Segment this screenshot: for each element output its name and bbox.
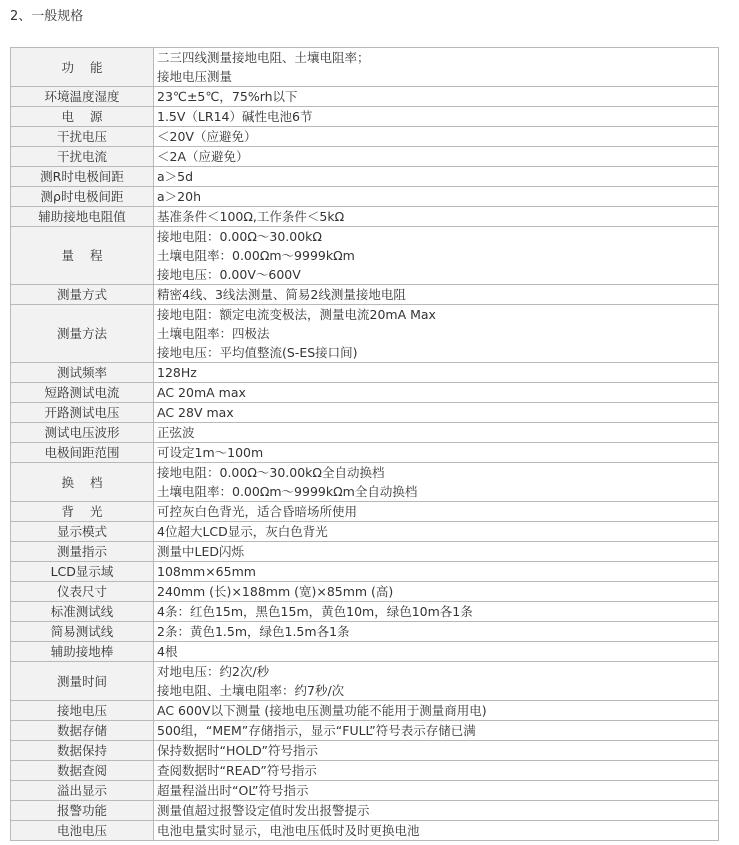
spec-value-line: 23℃±5℃，75%rh以下 xyxy=(157,89,298,104)
spec-row xyxy=(11,227,719,285)
section-heading: 2、一般规格 xyxy=(10,9,84,24)
spec-label: 干扰电压 xyxy=(11,127,154,147)
spec-row xyxy=(11,701,719,721)
spec-value-line: 4条：红色15m，黑色15m，黄色10m，绿色10m各1条 xyxy=(157,604,473,619)
spec-value-line: ＜2A（应避免） xyxy=(157,149,249,164)
spec-row xyxy=(11,622,719,642)
spec-value xyxy=(154,622,719,642)
spec-table xyxy=(10,47,719,841)
spec-label: 测ρ时电极间距 xyxy=(11,187,154,207)
spec-value-line: 接地电阻：额定电流变极法，测量电流20mA Max xyxy=(157,307,436,322)
spec-row xyxy=(11,801,719,821)
spec-row xyxy=(11,383,719,403)
spec-value-line: 500组，“MEM”存储指示，显示“FULL”符号表示存储已满 xyxy=(157,723,476,738)
spec-label: 功 能 xyxy=(11,48,154,87)
spec-row xyxy=(11,642,719,662)
spec-row xyxy=(11,582,719,602)
spec-value-line: 可设定1m～100m xyxy=(157,445,264,460)
spec-value xyxy=(154,423,719,443)
spec-value-line: 接地电压：平均值整流(S-ES接口间) xyxy=(157,345,358,360)
spec-label: LCD显示域 xyxy=(11,562,154,582)
spec-value-line: 测量中LED闪烁 xyxy=(157,544,244,559)
spec-value xyxy=(154,781,719,801)
spec-row xyxy=(11,662,719,701)
spec-value-line: 二三四线测量接地电阻、土壤电阻率； xyxy=(157,50,370,65)
spec-value-line: 接地电压：0.00V～600V xyxy=(157,267,301,282)
spec-value xyxy=(154,227,719,285)
spec-value xyxy=(154,363,719,383)
spec-value xyxy=(154,305,719,363)
spec-label: 测量时间 xyxy=(11,662,154,701)
spec-value xyxy=(154,87,719,107)
spec-value-line: 1.5V（LR14）碱性电池6节 xyxy=(157,109,313,124)
spec-value xyxy=(154,562,719,582)
spec-label: 报警功能 xyxy=(11,801,154,821)
spec-row xyxy=(11,522,719,542)
spec-value xyxy=(154,761,719,781)
spec-label: 电池电压 xyxy=(11,821,154,841)
spec-row xyxy=(11,403,719,423)
spec-row xyxy=(11,502,719,522)
spec-label: 测R时电极间距 xyxy=(11,167,154,187)
spec-row xyxy=(11,602,719,622)
spec-value-line: 128Hz xyxy=(157,365,197,380)
spec-label: 辅助接地棒 xyxy=(11,642,154,662)
spec-row xyxy=(11,741,719,761)
spec-value xyxy=(154,662,719,701)
spec-value-line: 接地电阻、土壤电阻率：约7秒/次 xyxy=(157,683,345,698)
spec-value-line: 测量值超过报警设定值时发出报警提示 xyxy=(157,803,370,818)
spec-value-line: a＞20h xyxy=(157,189,201,204)
spec-value-line: a＞5d xyxy=(157,169,194,184)
spec-value xyxy=(154,602,719,622)
spec-value-line: 240mm (长)×188mm (宽)×85mm (高) xyxy=(157,584,394,599)
spec-row xyxy=(11,761,719,781)
spec-label: 测量方法 xyxy=(11,305,154,363)
spec-label: 测试电压波形 xyxy=(11,423,154,443)
spec-value-line: AC 600V以下测量 (接地电压测量功能不能用于测量商用电) xyxy=(157,703,487,718)
spec-label: 测量指示 xyxy=(11,542,154,562)
spec-row xyxy=(11,285,719,305)
spec-label: 电 源 xyxy=(11,107,154,127)
spec-value xyxy=(154,187,719,207)
spec-row xyxy=(11,721,719,741)
spec-label: 溢出显示 xyxy=(11,781,154,801)
spec-value xyxy=(154,127,719,147)
spec-value xyxy=(154,443,719,463)
spec-label: 数据保持 xyxy=(11,741,154,761)
spec-row xyxy=(11,127,719,147)
spec-value xyxy=(154,701,719,721)
spec-value-line: AC 28V max xyxy=(157,405,234,420)
spec-label: 电极间距范围 xyxy=(11,443,154,463)
spec-value-line: 保持数据时“HOLD”符号指示 xyxy=(157,743,318,758)
spec-value-line: 土壤电阻率：0.00Ωm～9999kΩm全自动换档 xyxy=(157,484,418,499)
spec-row xyxy=(11,463,719,502)
spec-value xyxy=(154,582,719,602)
spec-row xyxy=(11,781,719,801)
spec-value-line: 对地电压：约2次/秒 xyxy=(157,664,270,679)
spec-value-line: 正弦波 xyxy=(157,425,195,440)
spec-table-body xyxy=(11,48,719,841)
spec-value xyxy=(154,642,719,662)
spec-value xyxy=(154,721,719,741)
spec-label: 量 程 xyxy=(11,227,154,285)
spec-value xyxy=(154,383,719,403)
spec-value-line: 108mm×65mm xyxy=(157,564,256,579)
spec-label: 测试频率 xyxy=(11,363,154,383)
spec-label: 背 光 xyxy=(11,502,154,522)
spec-value xyxy=(154,522,719,542)
spec-value xyxy=(154,821,719,841)
spec-label: 标准测试线 xyxy=(11,602,154,622)
spec-row xyxy=(11,443,719,463)
spec-label: 显示模式 xyxy=(11,522,154,542)
spec-value xyxy=(154,167,719,187)
spec-label: 短路测试电流 xyxy=(11,383,154,403)
spec-value-line: 精密4线、3线法测量、简易2线测量接地电阻 xyxy=(157,287,406,302)
spec-value xyxy=(154,542,719,562)
spec-value-line: 查阅数据时“READ”符号指示 xyxy=(157,763,317,778)
spec-value xyxy=(154,48,719,87)
spec-row xyxy=(11,423,719,443)
spec-value-line: 接地电阻：0.00Ω～30.00kΩ xyxy=(157,229,322,244)
spec-label: 仪表尺寸 xyxy=(11,582,154,602)
spec-label: 环境温度湿度 xyxy=(11,87,154,107)
spec-value xyxy=(154,147,719,167)
spec-row xyxy=(11,821,719,841)
spec-value-line: 土壤电阻率：四极法 xyxy=(157,326,270,341)
spec-row xyxy=(11,562,719,582)
spec-value-line: 2条：黄色1.5m，绿色1.5m各1条 xyxy=(157,624,350,639)
spec-value xyxy=(154,502,719,522)
spec-label: 辅助接地电阻值 xyxy=(11,207,154,227)
spec-value-line: 可控灰白色背光，适合昏暗场所使用 xyxy=(157,504,358,519)
spec-value-line: 接地电压测量 xyxy=(157,69,233,84)
spec-value xyxy=(154,801,719,821)
spec-value xyxy=(154,285,719,305)
spec-label: 简易测试线 xyxy=(11,622,154,642)
spec-row xyxy=(11,363,719,383)
spec-row xyxy=(11,48,719,87)
spec-row xyxy=(11,305,719,363)
spec-label: 测量方式 xyxy=(11,285,154,305)
spec-value-line: AC 20mA max xyxy=(157,385,246,400)
spec-value xyxy=(154,463,719,502)
spec-row xyxy=(11,87,719,107)
spec-value-line: 电池电量实时显示，电池电压低时及时更换电池 xyxy=(157,823,420,838)
spec-row xyxy=(11,207,719,227)
spec-value xyxy=(154,107,719,127)
spec-value-line: 超量程溢出时“OL”符号指示 xyxy=(157,783,309,798)
spec-label: 换 档 xyxy=(11,463,154,502)
spec-value-line: 4根 xyxy=(157,644,178,659)
spec-value-line: 基准条件＜100Ω,工作条件＜5kΩ xyxy=(157,209,345,224)
spec-row xyxy=(11,167,719,187)
spec-label: 开路测试电压 xyxy=(11,403,154,423)
spec-value xyxy=(154,741,719,761)
spec-value-line: 土壤电阻率：0.00Ωm～9999kΩm xyxy=(157,248,355,263)
spec-value-line: 接地电阻：0.00Ω～30.00kΩ全自动换档 xyxy=(157,465,385,480)
spec-label: 数据查阅 xyxy=(11,761,154,781)
spec-value-line: 4位超大LCD显示，灰白色背光 xyxy=(157,524,328,539)
spec-row xyxy=(11,147,719,167)
spec-label: 接地电压 xyxy=(11,701,154,721)
spec-value xyxy=(154,207,719,227)
spec-value xyxy=(154,403,719,423)
spec-row xyxy=(11,187,719,207)
spec-value-line: ＜20V（应避免） xyxy=(157,129,257,144)
spec-row xyxy=(11,107,719,127)
spec-label: 干扰电流 xyxy=(11,147,154,167)
spec-row xyxy=(11,542,719,562)
spec-label: 数据存储 xyxy=(11,721,154,741)
